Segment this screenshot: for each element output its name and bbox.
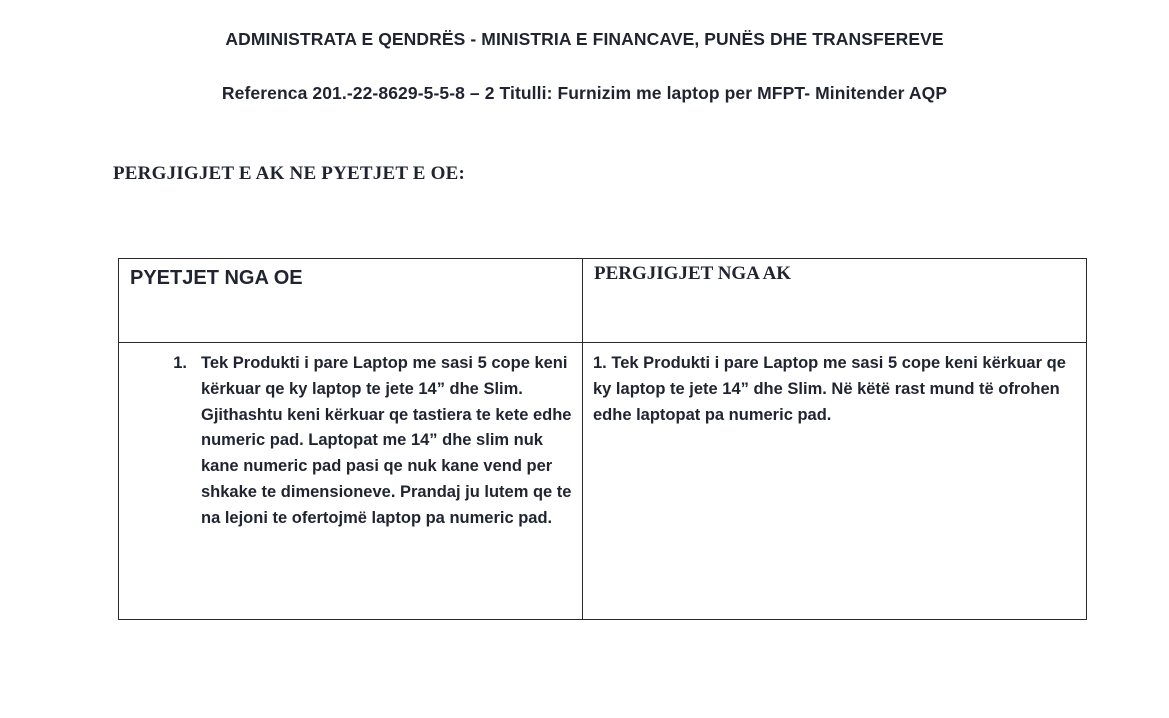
column-header-questions: PYETJET NGA OE xyxy=(119,259,583,343)
table-header-row xyxy=(119,259,1087,343)
table-row xyxy=(119,343,1087,620)
reference-line: Referenca 201.-22-8629-5-5-8 – 2 Titulli: Furnizim me laptop per MFPT- Minitender AQP xyxy=(221,83,948,103)
answer-cell xyxy=(583,343,1087,620)
column-header-answers: PERGJIGJET NGA AK xyxy=(583,259,1087,343)
question-cell xyxy=(119,343,583,620)
qa-table xyxy=(118,258,1087,620)
answer-text: 1. Tek Produkti i pare Laptop me sasi 5 cope keni kërkuar qe ky laptop te jete 14” dhe Slim. Në këtë rast mund të ofrohen edhe laptopat pa numeric pad. xyxy=(593,354,1066,424)
question-text: Tek Produkti i pare Laptop me sasi 5 cope keni kërkuar qe ky laptop te jete 14” dhe Slim. Gjithashtu keni kërkuar qe tastiera te kete edhe numeric pad. Laptopat me 14” dhe slim nuk kane numeric pad pasi qe nuk kane vend per shkake te dimensioneve. Prandaj ju lutem qe te na lejoni te ofertojmë laptop pa numeric pad. xyxy=(201,354,572,527)
section-heading: PERGJIGJET E AK NE PYETJET E OE: xyxy=(113,163,465,184)
document-title: ADMINISTRATA E QENDRËS - MINISTRIA E FINANCAVE, PUNËS DHE TRANSFEREVE xyxy=(225,29,944,49)
question-number: 1. xyxy=(173,354,187,372)
